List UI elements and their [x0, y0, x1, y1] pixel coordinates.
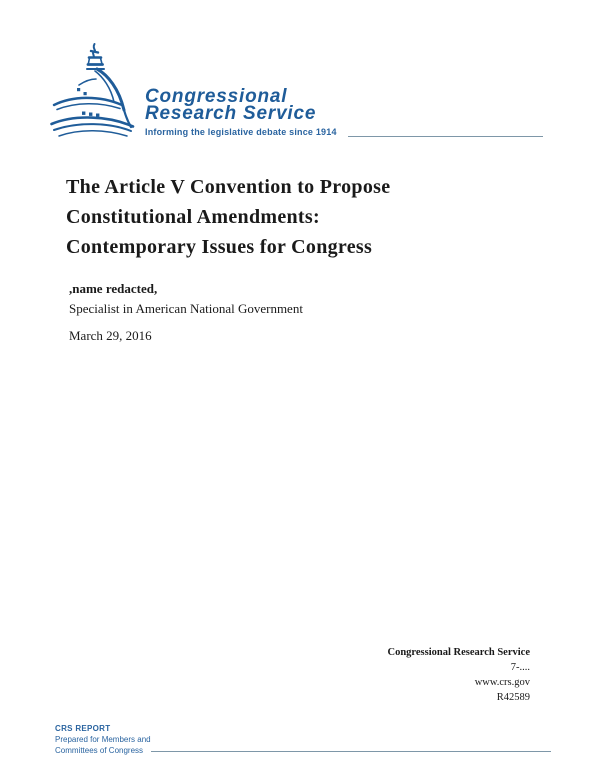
logo-name-line2: Research Service — [145, 103, 317, 124]
report-title — [66, 172, 536, 262]
footer-audience-line2: Committees of Congress — [55, 746, 144, 755]
report-title-line2: Constitutional Amendments: — [66, 206, 320, 228]
logo-wordmark — [145, 88, 337, 137]
logo-tagline: Informing the legislative debate since 1914 — [145, 127, 337, 137]
footer-audience-line1: Prepared for Members and — [55, 735, 151, 744]
header-rule — [348, 136, 543, 137]
report-title-line1: The Article V Convention to Propose — [66, 176, 391, 198]
footer-crs-report-block — [55, 723, 551, 756]
footer-phone: 7-.... — [510, 662, 530, 673]
report-number: R42589 — [496, 692, 530, 703]
report-title-line3: Contemporary Issues for Congress — [66, 236, 373, 258]
capitol-dome-icon — [50, 42, 144, 142]
crs-report-label: CRS REPORT — [55, 724, 111, 733]
logo-name-line1: Congressional — [145, 86, 288, 107]
author-name: ,name redacted, — [69, 281, 158, 296]
footer-website: www.crs.gov — [474, 677, 530, 688]
publication-date: March 29, 2016 — [69, 328, 152, 343]
author-block — [69, 279, 303, 319]
footer-rule — [151, 751, 551, 752]
author-role: Specialist in American National Government — [69, 301, 303, 316]
footer-org-name: Congressional Research Service — [387, 647, 530, 658]
footer-contact-block — [387, 645, 530, 705]
